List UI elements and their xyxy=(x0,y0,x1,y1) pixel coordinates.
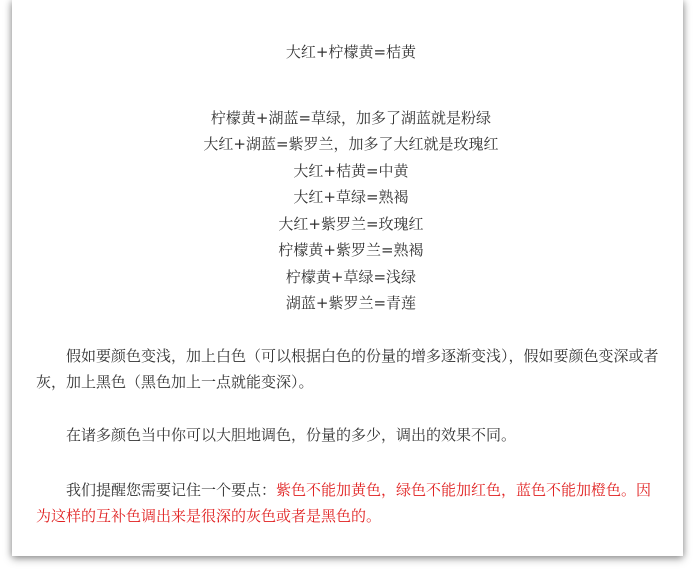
mixing-tip-paragraph: 在诸多颜色当中你可以大胆地调色，份量的多少，调出的效果不同。 xyxy=(66,426,517,444)
key-point-paragraph xyxy=(36,477,666,529)
color-mix-line: 柠檬黄+草绿=浅绿 xyxy=(285,268,417,286)
color-mix-line: 大红+草绿=熟褐 xyxy=(293,188,409,206)
color-mix-line: 大红+桔黄=中黄 xyxy=(293,162,409,180)
color-mix-line: 大红+紫罗兰=玫瑰红 xyxy=(278,215,424,233)
key-point-warning: 紫色不能加黄色，绿色不能加红色，蓝色不能加橙色。因为这样的互补色调出来是很深的灰色或者是黑色的。 xyxy=(36,481,652,525)
color-mix-line: 湖蓝+紫罗兰=青莲 xyxy=(285,294,417,312)
color-mix-line: 柠檬黄+湖蓝=草绿，加多了湖蓝就是粉绿 xyxy=(210,109,492,127)
color-mix-line: 大红+湖蓝=紫罗兰，加多了大红就是玫瑰红 xyxy=(203,135,499,153)
lighten-darken-paragraph: 假如要颜色变浅，加上白色（可以根据白色的份量的增多逐渐变浅），假如要颜色变深或者灰，加上黑色（黑色加上一点就能变深）。 xyxy=(36,347,659,391)
color-mix-line: 大红+柠檬黄=桔黄 xyxy=(285,43,417,61)
key-point-intro: 我们提醒您需要记住一个要点： xyxy=(66,481,277,499)
color-mix-line: 柠檬黄+紫罗兰=熟褐 xyxy=(278,241,424,259)
article-card xyxy=(12,0,683,556)
